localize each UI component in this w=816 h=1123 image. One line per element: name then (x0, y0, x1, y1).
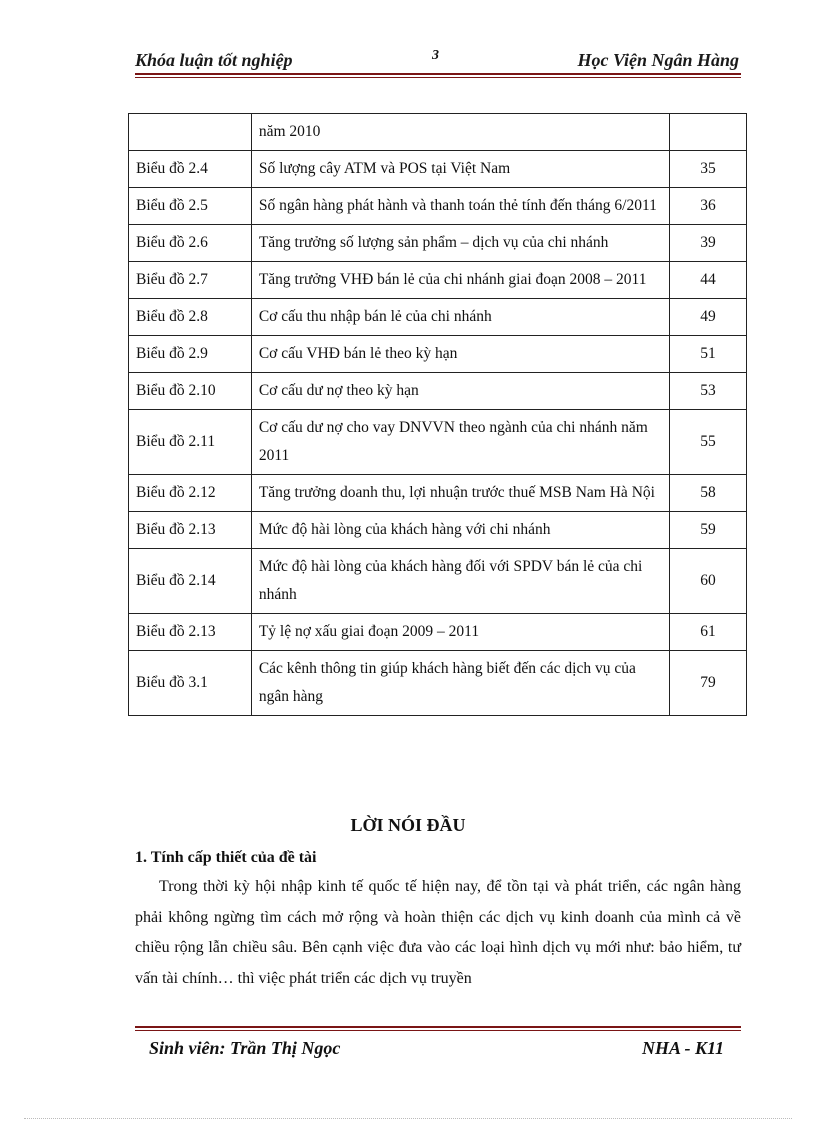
chart-label-cell: Biểu đồ 2.6 (129, 225, 252, 262)
chart-label-cell: Biểu đồ 2.13 (129, 512, 252, 549)
chart-title-cell: Cơ cấu dư nợ theo kỳ hạn (251, 373, 669, 410)
table-row (129, 512, 747, 549)
chart-label-cell: Biểu đồ 2.10 (129, 373, 252, 410)
page-number-cell: 53 (670, 373, 747, 410)
chart-title-cell: Cơ cấu VHĐ bán lẻ theo kỳ hạn (251, 336, 669, 373)
page-number-cell: 60 (670, 549, 747, 614)
page-number-cell: 36 (670, 188, 747, 225)
chart-label-cell: Biểu đồ 2.5 (129, 188, 252, 225)
table-row (129, 614, 747, 651)
chart-label-cell: Biểu đồ 2.9 (129, 336, 252, 373)
chart-title-cell: Số ngân hàng phát hành và thanh toán thẻ tính đến tháng 6/2011 (251, 188, 669, 225)
chart-title-cell: Số lượng cây ATM và POS tại Việt Nam (251, 151, 669, 188)
footer-rule-thick (135, 1026, 741, 1028)
body-paragraph: Trong thời kỳ hội nhập kinh tế quốc tế hiện nay, để tồn tại và phát triển, các ngân hàng phải không ngừng tìm cách mở rộng và hoàn thiện các dịch vụ kinh doanh của mình cả về chiều rộng lẫn chiều sâu. Bên cạnh việc đưa vào các loại hình dịch vụ mới như: bảo hiểm, tư vấn tài chính… thì việc phát triển các dịch vụ truyền (135, 878, 741, 987)
chart-title-cell: Các kênh thông tin giúp khách hàng biết đến các dịch vụ của ngân hàng (251, 651, 669, 716)
page-number-cell: 55 (670, 410, 747, 475)
chart-title-cell: Tăng trưởng số lượng sản phẩm – dịch vụ của chi nhánh (251, 225, 669, 262)
page-number-cell: 51 (670, 336, 747, 373)
chart-label-cell: Biểu đồ 2.13 (129, 614, 252, 651)
chart-title-cell: Mức độ hài lòng của khách hàng với chi nhánh (251, 512, 669, 549)
page-number-cell: 35 (670, 151, 747, 188)
table-row (129, 336, 747, 373)
table-row (129, 549, 747, 614)
header-rule-thin (135, 77, 741, 78)
chart-label-cell: Biểu đồ 2.7 (129, 262, 252, 299)
chart-title-cell: Cơ cấu thu nhập bán lẻ của chi nhánh (251, 299, 669, 336)
chart-label-cell (129, 114, 252, 151)
chart-label-cell: Biểu đồ 3.1 (129, 651, 252, 716)
footer-student-name: Sinh viên: Trần Thị Ngọc (149, 1038, 341, 1058)
chart-title-cell: Tăng trưởng doanh thu, lợi nhuận trước thuế MSB Nam Hà Nội (251, 475, 669, 512)
chart-title-cell: Mức độ hài lòng của khách hàng đối với SPDV bán lẻ của chi nhánh (251, 549, 669, 614)
page-number-cell: 39 (670, 225, 747, 262)
page-number-cell (670, 114, 747, 151)
table-row (129, 410, 747, 475)
chart-list-table (128, 113, 747, 716)
page-number-cell: 49 (670, 299, 747, 336)
header-institution: Học Viện Ngân Hàng (577, 50, 739, 70)
page-number-cell: 44 (670, 262, 747, 299)
page-number-cell: 61 (670, 614, 747, 651)
table-row (129, 188, 747, 225)
section-title: LỜI NÓI ĐẦU (350, 815, 466, 835)
page-number: 3 (432, 48, 439, 63)
chart-label-cell: Biểu đồ 2.11 (129, 410, 252, 475)
table-row (129, 151, 747, 188)
subsection-heading: 1. Tính cấp thiết của đề tài (135, 849, 317, 866)
table-row (129, 299, 747, 336)
page-number-cell: 79 (670, 651, 747, 716)
page-number-cell: 59 (670, 512, 747, 549)
footer-rule-thin (135, 1030, 741, 1031)
chart-label-cell: Biểu đồ 2.14 (129, 549, 252, 614)
table-row (129, 262, 747, 299)
page-header (135, 50, 739, 72)
table-row (129, 651, 747, 716)
chart-title-cell: Cơ cấu dư nợ cho vay DNVVN theo ngành của chi nhánh năm 2011 (251, 410, 669, 475)
chart-title-cell: Tăng trưởng VHĐ bán lẻ của chi nhánh giai đoạn 2008 – 2011 (251, 262, 669, 299)
table-row (129, 475, 747, 512)
chart-label-cell: Biểu đồ 2.12 (129, 475, 252, 512)
table-row (129, 114, 747, 151)
footer-class-code: NHA - K11 (641, 1038, 724, 1058)
header-thesis-label: Khóa luận tốt nghiệp (135, 50, 293, 70)
chart-title-cell: Tỷ lệ nợ xấu giai đoạn 2009 – 2011 (251, 614, 669, 651)
chart-label-cell: Biểu đồ 2.4 (129, 151, 252, 188)
table-row (129, 373, 747, 410)
chart-label-cell: Biểu đồ 2.8 (129, 299, 252, 336)
table-row (129, 225, 747, 262)
chart-title-cell: năm 2010 (251, 114, 669, 151)
page-number-cell: 58 (670, 475, 747, 512)
page-edge-divider (24, 1118, 792, 1119)
header-rule-thick (135, 73, 741, 75)
